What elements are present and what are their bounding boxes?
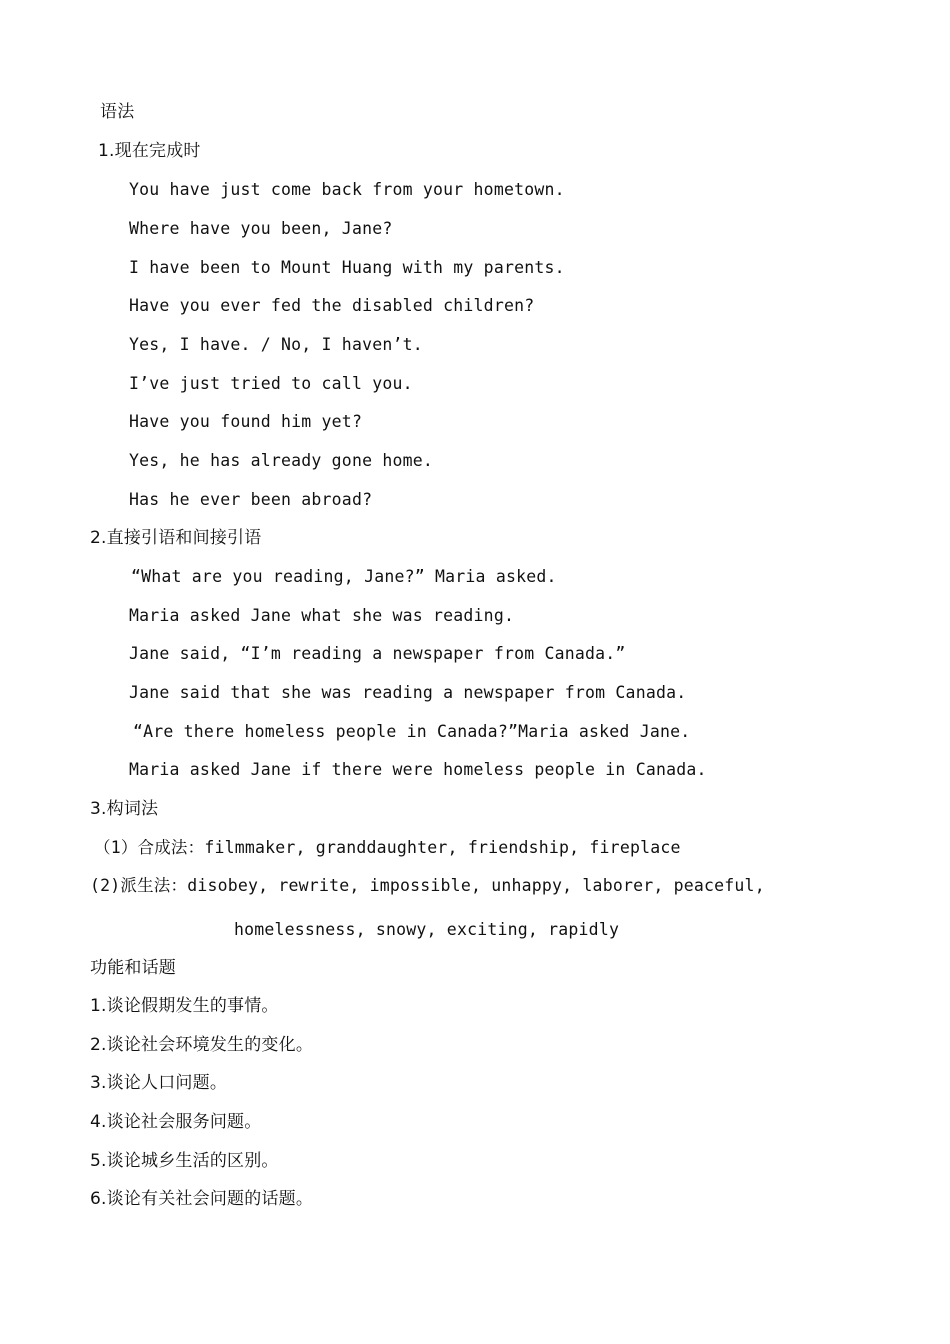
section-present-perfect-title: 1.现在完成时: [98, 141, 201, 161]
topic-item: 3.谈论人口问题。: [90, 1073, 228, 1093]
topic-item: 5.谈论城乡生活的区别。: [90, 1151, 279, 1171]
example-sentence: Yes, I have. / No, I haven’t.: [129, 335, 423, 354]
example-sentence: Maria asked Jane if there were homeless people in Canada.: [129, 760, 707, 779]
compound-words-line: （1）合成法：filmmaker, granddaughter, friendship, fireplace: [94, 838, 681, 857]
section-reported-speech-title: 2.直接引语和间接引语: [90, 528, 262, 548]
example-sentence: Have you found him yet?: [129, 412, 363, 431]
grammar-heading: 语法: [100, 102, 135, 122]
example-sentence: Have you ever fed the disabled children?: [129, 296, 535, 315]
example-sentence: You have just come back from your hometown.: [129, 180, 565, 199]
example-sentence: Yes, he has already gone home.: [129, 451, 434, 470]
topic-item: 1.谈论假期发生的事情。: [90, 996, 279, 1016]
example-sentence: Where have you been, Jane?: [129, 219, 393, 238]
derived-words-continued: homelessness, snowy, exciting, rapidly: [234, 920, 620, 939]
functions-heading: 功能和话题: [90, 958, 176, 978]
example-sentence: Jane said that she was reading a newspaper from Canada.: [129, 683, 687, 702]
topic-item: 6.谈论有关社会问题的话题。: [90, 1189, 314, 1209]
example-sentence: Maria asked Jane what she was reading.: [129, 606, 515, 625]
topic-item: 4.谈论社会服务问题。: [90, 1112, 262, 1132]
example-sentence: “Are there homeless people in Canada?”Maria asked Jane.: [133, 722, 691, 741]
derived-words-line: (2)派生法：disobey, rewrite, impossible, unhappy, laborer, peaceful,: [90, 876, 765, 895]
example-sentence: I have been to Mount Huang with my parents.: [129, 258, 565, 277]
example-sentence: Has he ever been abroad?: [129, 490, 373, 509]
section-word-formation-title: 3.构词法: [90, 799, 159, 819]
topic-item: 2.谈论社会环境发生的变化。: [90, 1035, 314, 1055]
example-sentence: “What are you reading, Jane?” Maria asked.: [131, 567, 557, 586]
example-sentence: I’ve just tried to call you.: [129, 374, 413, 393]
example-sentence: Jane said, “I’m reading a newspaper from Canada.”: [129, 644, 626, 663]
